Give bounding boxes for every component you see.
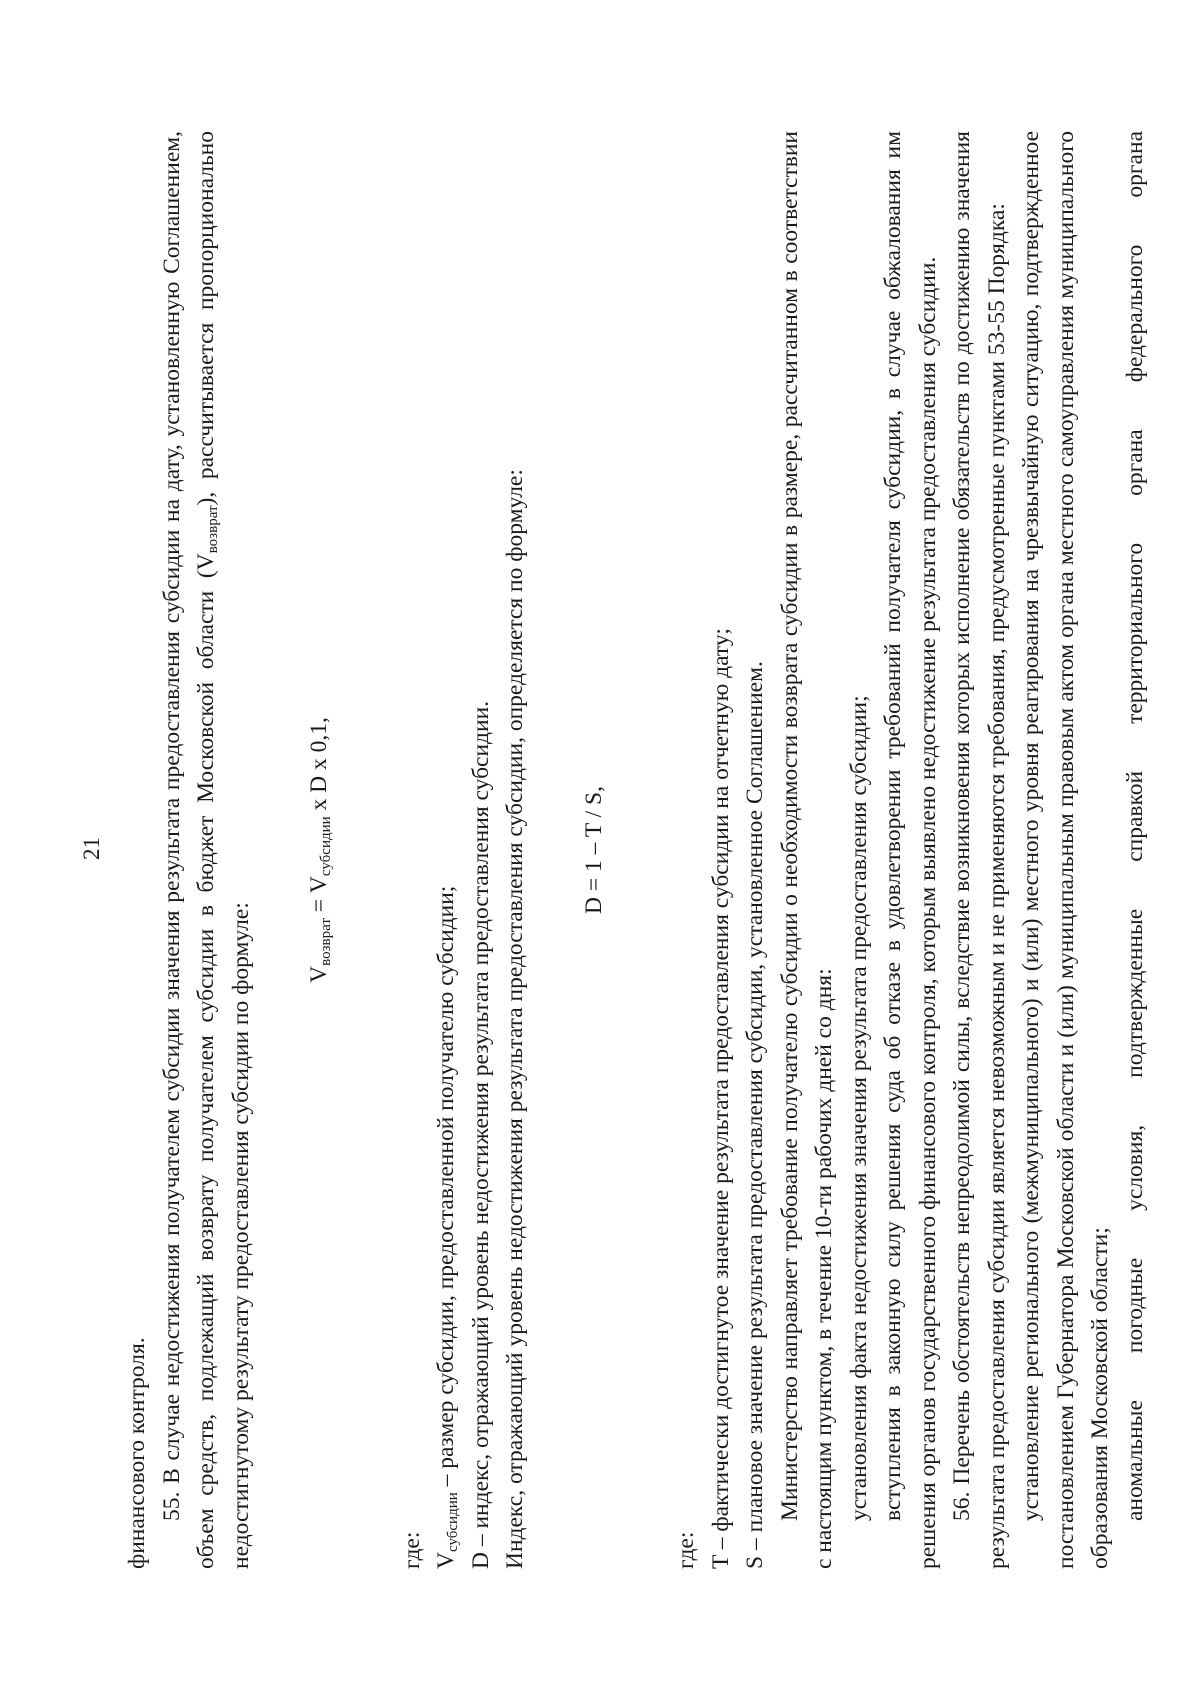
definition-d: D – индекс, отражающий уровень недостижения результата предоставления субсидии. (467, 700, 494, 1569)
definition-t: T – фактически достигнутое значение результата предоставления субсидии на отчетную дату; (707, 628, 734, 1569)
paragraph-56: 56. Перечень обстоятельств непреодолимой силы, вследствие возникновения которых исполнение обязательств по достижению значения результата предоставления субсидии является невозможным и не применяются требования, предусмотренные пунктами 53-55 Порядка: (949, 131, 1010, 1569)
where-label-2: где: (673, 1531, 699, 1569)
formula-rest: x D x 0,1, (306, 717, 332, 817)
formula-return-amount (302, 131, 337, 1569)
definition-s: S – плановое значение результата предоставления субсидии, установленное Соглашением. (742, 661, 768, 1569)
list-item-weather: аномальные погодные условия, подтвержденные справкой территориального органа федерального органа (1121, 131, 1148, 1521)
paragraph-55 (155, 131, 259, 1569)
formula-index: D = 1 – T / S, (580, 786, 607, 914)
page-number: 21 (79, 837, 104, 860)
where-label-1: где: (398, 1531, 425, 1569)
definition-v-symbol: V (433, 1552, 459, 1569)
formula-eq: = V (306, 876, 332, 919)
paragraph-55-text-after: ), рассчитывается пропорционально недостигнутому результату предоставления субсидии по формуле: (193, 131, 254, 1569)
definition-v-text: – размер субсидии, предоставленной получателю субсидии; (433, 885, 459, 1493)
list-item-establishment: установления факта недостижения значения результата предоставления субсидии; (845, 695, 872, 1521)
definition-v-subscript: субсидии (445, 1492, 461, 1553)
list-item-emergency: установление регионального (межмуниципального) и (или) местного уровня реагирования на чрезвычайную ситуацию, подтвержденное постановлением Губернатора Московской области и (или) муниципальным правовым актом органа местного самоуправления муниципального образования Московской области; (1018, 131, 1113, 1569)
ministry-paragraph: Министерство направляет требование получателю субсидии о необходимости возврата субсидии в размере, рассчитанном в соответствии с настоящим пунктом, в течение 10-ти рабочих дней со дня: (776, 131, 837, 1569)
subscript-return: возврат (205, 505, 221, 554)
index-paragraph: Индекс, отражающий уровень недостижения результата предоставления субсидии, определяется по формуле: (502, 469, 528, 1569)
document-body (120, 131, 1152, 1569)
formula-lhs-subscript: возврат (318, 918, 334, 966)
paragraph-continuation: финансового контроля. (124, 1337, 150, 1569)
list-item-court-decision: вступления в законную силу решения суда об отказе в удовлетворении требований получателя субсидии, в случае обжалования им решения органов государственного финансового контроля, которым выявлено недостижение результата предоставления субсидии. (880, 131, 941, 1569)
definition-v (429, 131, 464, 1569)
paragraph-55-text-before: 55. В случае недостижения получателем субсидии значения результата предоставления субсидии на дату, установленную Соглашением, объем средств, подлежащий возврату получателем субсидии в бюджет Московской области (V (158, 131, 219, 1569)
formula-lhs: V (306, 965, 332, 983)
formula-rhs-subscript: субсидии (318, 816, 334, 877)
